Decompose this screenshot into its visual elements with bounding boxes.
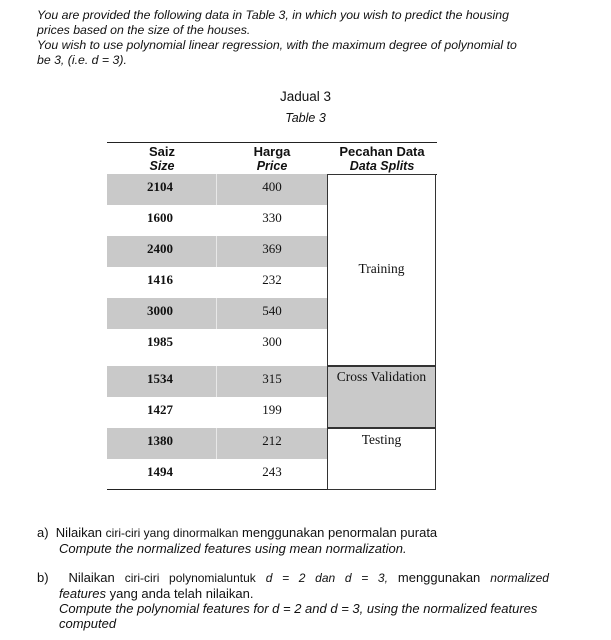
question-text-ms: ciri-ciri polynomialuntuk <box>124 571 256 585</box>
table-row <box>107 397 327 428</box>
price-cell: 400 <box>262 179 282 194</box>
table-row <box>107 174 327 205</box>
table-row <box>107 329 327 360</box>
split-testing: Testing <box>327 428 436 490</box>
price-cell: 315 <box>262 371 282 386</box>
table-top-rule <box>107 142 437 143</box>
question-text-ms: d = 2 dan d = 3, <box>265 571 388 585</box>
question-text-ms: yang anda telah nilaikan. <box>109 586 254 601</box>
table-bottom-rule <box>107 489 327 490</box>
question-b <box>37 570 549 631</box>
price-cell: 232 <box>262 272 282 287</box>
size-cell: 2400 <box>147 241 173 256</box>
split-cross-validation: Cross Validation <box>327 366 436 428</box>
intro-line: be 3, (i.e. d = 3). <box>37 53 127 67</box>
table-row <box>107 428 327 459</box>
table-row <box>107 236 327 267</box>
question-text-en: features <box>59 586 106 601</box>
table-row <box>107 205 327 236</box>
size-cell: 3000 <box>147 303 173 318</box>
header-size: Saiz Size <box>148 144 175 173</box>
table-caption-english: Table 3 <box>285 111 326 125</box>
question-text-ms: menggunakan penormalan purata <box>242 525 438 540</box>
question-a <box>37 525 557 556</box>
table-row <box>107 459 327 490</box>
question-label: a) <box>37 525 49 540</box>
intro-line: prices based on the size of the houses. <box>37 23 251 37</box>
size-cell: 1427 <box>147 402 173 417</box>
question-label: b) <box>37 570 49 585</box>
table-caption-malay: Jadual 3 <box>279 89 332 104</box>
size-cell: 1600 <box>147 210 173 225</box>
price-cell: 212 <box>262 433 282 448</box>
table-row <box>107 366 327 397</box>
data-table <box>107 142 437 490</box>
size-cell: 1534 <box>147 371 173 386</box>
price-cell: 300 <box>262 334 282 349</box>
size-cell: 2104 <box>147 179 173 194</box>
question-text-en: Compute the normalized features using mean normalization. <box>59 541 407 556</box>
intro-line: You are provided the following data in Table 3, in which you wish to predict the housing <box>37 8 509 22</box>
question-text-en: Compute the polynomial features for d = 2 and d = 3, using the normalized features <box>59 601 538 616</box>
question-text-ms: Nilaikan <box>68 570 115 585</box>
intro-paragraph <box>37 8 557 68</box>
table-row <box>107 267 327 298</box>
price-cell: 540 <box>262 303 282 318</box>
question-text-en: normalized <box>490 571 549 585</box>
size-cell: 1494 <box>147 464 173 479</box>
price-cell: 199 <box>262 402 282 417</box>
question-text-ms: Nilaikan <box>55 525 103 540</box>
question-text-ms: menggunakan <box>397 570 481 585</box>
price-cell: 243 <box>262 464 282 479</box>
table-row <box>107 298 327 329</box>
size-cell: 1985 <box>147 334 173 349</box>
question-text-ms: ciri-ciri yang dinormalkan <box>105 526 239 540</box>
split-training: Training <box>327 174 436 366</box>
intro-line: You wish to use polynomial linear regression, with the maximum degree of polynomial to <box>37 38 517 52</box>
price-cell: 369 <box>262 241 282 256</box>
question-text-en: computed <box>59 616 117 631</box>
header-price: Harga Price <box>253 144 291 173</box>
size-cell: 1380 <box>147 433 173 448</box>
price-cell: 330 <box>262 210 282 225</box>
size-cell: 1416 <box>147 272 173 287</box>
header-data-splits: Pecahan Data Data Splits <box>339 144 425 173</box>
